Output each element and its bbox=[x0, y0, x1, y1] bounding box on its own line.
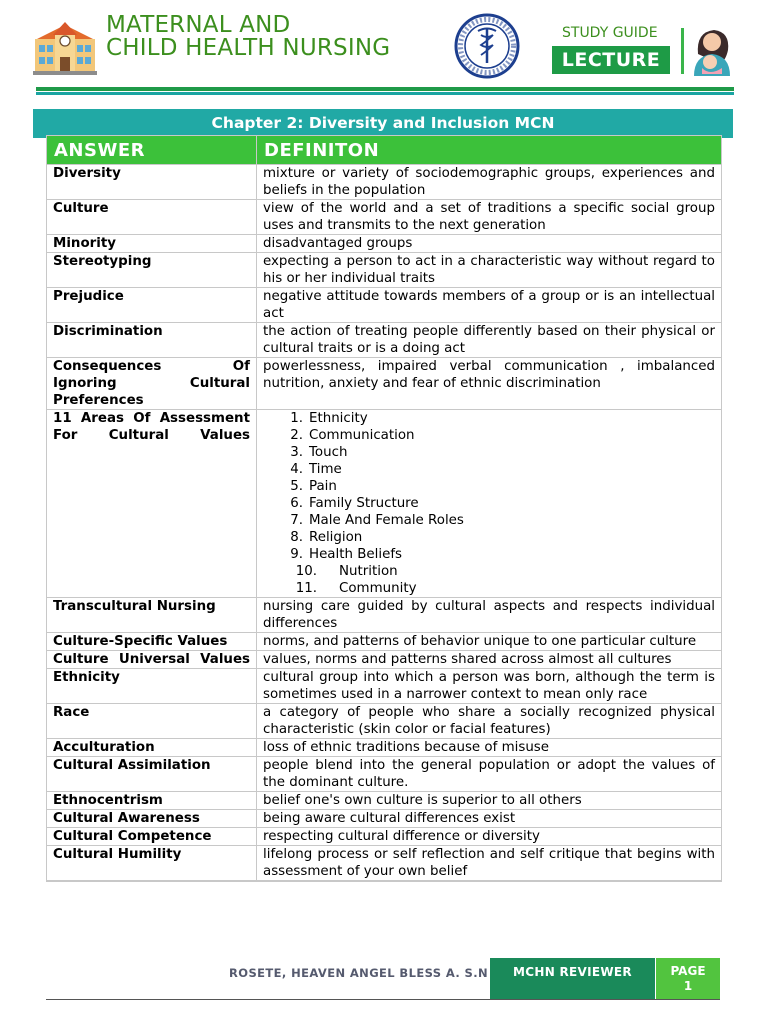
list-item: 1. Ethnicity bbox=[290, 411, 368, 426]
table-row bbox=[47, 810, 722, 828]
lecture-badge: LECTURE bbox=[552, 46, 670, 74]
table-row bbox=[47, 235, 722, 253]
term-cell: Diversity bbox=[47, 165, 257, 200]
definition-cell: being aware cultural differences exist bbox=[257, 810, 722, 828]
definition-cell: a category of people who share a socially recognized physical characteristic (skin color or facial features) bbox=[257, 704, 722, 739]
definition-cell: people blend into the general population or adopt the values of the dominant culture. bbox=[257, 757, 722, 792]
definition-cell: disadvantaged groups bbox=[257, 235, 722, 253]
definition-cell: respecting cultural difference or diversity bbox=[257, 828, 722, 846]
definition-cell: the action of treating people differently based on their physical or cultural traits or is a doing act bbox=[257, 323, 722, 358]
definition-cell: view of the world and a set of traditions a specific social group uses and transmits to the next generation bbox=[257, 200, 722, 235]
page-label: PAGE bbox=[670, 964, 706, 978]
table-row bbox=[47, 288, 722, 323]
definition-cell bbox=[257, 410, 722, 598]
table-row bbox=[47, 828, 722, 846]
table-row bbox=[47, 881, 722, 882]
definition-cell bbox=[257, 881, 722, 882]
table-row bbox=[47, 323, 722, 358]
definition-cell: negative attitude towards members of a group or is an intellectual act bbox=[257, 288, 722, 323]
table-row bbox=[47, 651, 722, 669]
definition-cell: cultural group into which a person was born, although the term is sometimes used in a narrower context to mean only race bbox=[257, 669, 722, 704]
list-item: 6. Family Structure bbox=[290, 496, 419, 511]
term-cell: Culture-Specific Values bbox=[47, 633, 257, 651]
table-row bbox=[47, 846, 722, 881]
list-item: 7. Male And Female Roles bbox=[290, 513, 464, 528]
definition-cell: loss of ethnic traditions because of misuse bbox=[257, 739, 722, 757]
term-cell: Culture Universal Values bbox=[47, 651, 257, 669]
term-cell: Cultural Awareness bbox=[47, 810, 257, 828]
table-row bbox=[47, 792, 722, 810]
term-cell: Culture bbox=[47, 200, 257, 235]
table-row bbox=[47, 598, 722, 633]
table-row bbox=[47, 633, 722, 651]
terms-table bbox=[46, 135, 722, 882]
definition-cell: nursing care guided by cultural aspects and respects individual differences bbox=[257, 598, 722, 633]
table-row bbox=[47, 253, 722, 288]
table-row bbox=[47, 200, 722, 235]
list-item: 3. Touch bbox=[290, 445, 348, 460]
term-cell: Cultural Humility bbox=[47, 846, 257, 881]
term-cell: Race bbox=[47, 704, 257, 739]
table-row bbox=[47, 739, 722, 757]
term-cell: Cultural Competence bbox=[47, 828, 257, 846]
definition-column-header: DEFINITON bbox=[257, 136, 722, 165]
list-item: 11. Community bbox=[295, 581, 417, 596]
table-row bbox=[47, 669, 722, 704]
term-cell: Prejudice bbox=[47, 288, 257, 323]
list-item: 10. Nutrition bbox=[295, 564, 398, 579]
page-number: 1 bbox=[683, 979, 693, 993]
term-cell bbox=[47, 881, 257, 882]
school-building-icon bbox=[33, 19, 97, 75]
table-row bbox=[47, 410, 722, 598]
definition-cell: belief one's own culture is superior to all others bbox=[257, 792, 722, 810]
study-guide-label: STUDY GUIDE bbox=[562, 25, 658, 41]
assessment-areas-list bbox=[263, 410, 715, 597]
footer-rule bbox=[46, 999, 720, 1000]
header-divider bbox=[681, 28, 684, 74]
list-item: 5. Pain bbox=[290, 479, 337, 494]
document-title bbox=[106, 14, 390, 60]
term-cell: Cultural Assimilation bbox=[47, 757, 257, 792]
header-rule bbox=[36, 87, 734, 91]
term-cell: Discrimination bbox=[47, 323, 257, 358]
title-line-2: CHILD HEALTH NURSING bbox=[106, 35, 391, 61]
table-row bbox=[47, 358, 722, 410]
list-item: 9. Health Beliefs bbox=[290, 547, 403, 562]
header-rule-accent bbox=[36, 92, 734, 95]
definition-cell: lifelong process or self reflection and self critique that begins with assessment of your own belief bbox=[257, 846, 722, 881]
definition-cell: values, norms and patterns shared across almost all cultures bbox=[257, 651, 722, 669]
college-seal-logo bbox=[454, 13, 520, 79]
term-cell: Stereotyping bbox=[47, 253, 257, 288]
definition-cell: expecting a person to act in a characteristic way without regard to his or her individual traits bbox=[257, 253, 722, 288]
term-cell: Ethnocentrism bbox=[47, 792, 257, 810]
table-header-row bbox=[47, 136, 722, 165]
term-cell: Consequences Of Ignoring Cultural Preferences bbox=[47, 358, 257, 410]
page-indicator bbox=[656, 958, 720, 1000]
answer-column-header: ANSWER bbox=[47, 136, 257, 165]
table-row bbox=[47, 704, 722, 739]
chapter-title: Chapter 2: Diversity and Inclusion MCN bbox=[33, 109, 733, 138]
list-item: 4. Time bbox=[290, 462, 342, 477]
definition-cell: norms, and patterns of behavior unique to one particular culture bbox=[257, 633, 722, 651]
list-item: 2. Communication bbox=[290, 428, 415, 443]
term-cell: Ethnicity bbox=[47, 669, 257, 704]
definition-cell: powerlessness, impaired verbal communication , imbalanced nutrition, anxiety and fear of ethnic discrimination bbox=[257, 358, 722, 410]
mother-and-child-icon bbox=[690, 24, 734, 76]
term-cell: Minority bbox=[47, 235, 257, 253]
definition-cell: mixture or variety of sociodemographic groups, experiences and beliefs in the population bbox=[257, 165, 722, 200]
term-cell: 11 Areas Of Assessment For Cultural Values bbox=[47, 410, 257, 598]
term-cell: Acculturation bbox=[47, 739, 257, 757]
title-line-1: MATERNAL AND bbox=[106, 12, 291, 38]
page-header bbox=[0, 0, 768, 96]
author-name: ROSETE, HEAVEN ANGEL BLESS A. S.N bbox=[229, 966, 488, 980]
table-row bbox=[47, 165, 722, 200]
reviewer-label: MCHN REVIEWER bbox=[490, 958, 655, 1000]
table-row bbox=[47, 757, 722, 792]
term-cell: Transcultural Nursing bbox=[47, 598, 257, 633]
list-item: 8. Religion bbox=[290, 530, 363, 545]
